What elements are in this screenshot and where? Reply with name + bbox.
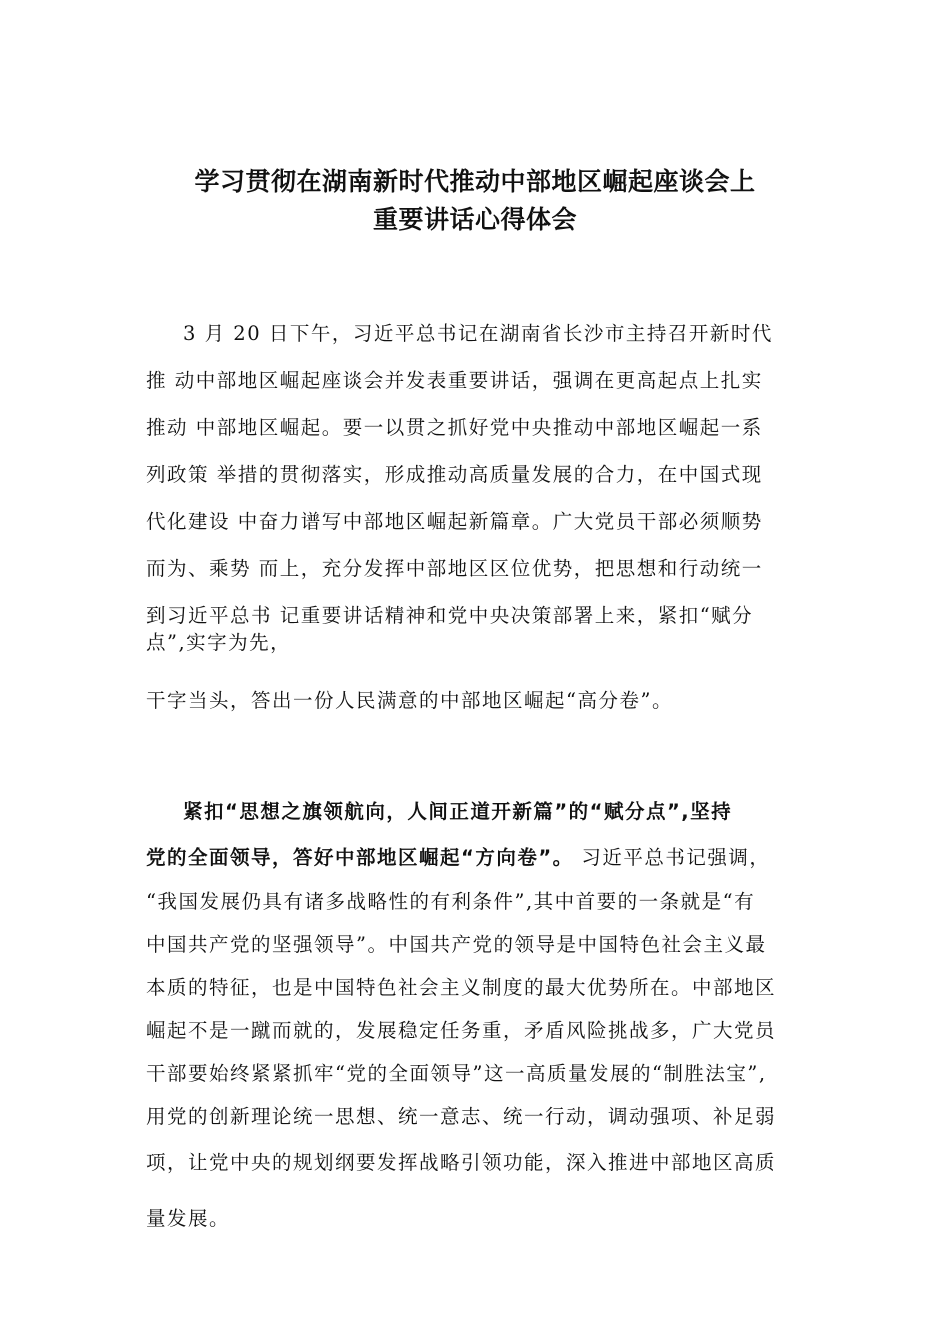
section-1-heading: 紧扣“思想之旗领航向，人间正道开新篇”的“赋分点”,坚持 bbox=[183, 800, 733, 823]
section-1-body-line: 中国共产党的坚强领导”。中国共产党的领导是中国特色社会主义最 bbox=[146, 933, 767, 956]
document-title-line-1: 学习贯彻在湖南新时代推动中部地区崛起座谈会上 bbox=[194, 167, 756, 196]
section-1-body-line: 本质的特征，也是中国特色社会主义制度的最大优势所在。中部地区 bbox=[146, 976, 777, 999]
paragraph-1-line: 而为、乘势 而上，充分发挥中部地区区位优势，把思想和行动统一 bbox=[146, 557, 763, 580]
paragraph-1-line: 推 动中部地区崛起座谈会并发表重要讲话，强调在更高起点上扎实 bbox=[146, 369, 763, 392]
paragraph-1-line: 3 月 20 日下午，习近平总书记在湖南省长沙市主持召开新时代 bbox=[183, 322, 773, 345]
section-1-body-line: 崛起不是一蹴而就的，发展稳定任务重，矛盾风险挑战多，广大党员 bbox=[146, 1019, 777, 1042]
section-1-body-line: 项，让党中央的规划纲要发挥战略引领功能，深入推进中部地区高质 bbox=[146, 1151, 777, 1174]
section-1-body-line: “我国发展仍具有诸多战略性的有利条件”,其中首要的一条就是“有 bbox=[146, 890, 756, 913]
section-1-body-start: 习近平总书记强调， bbox=[573, 846, 771, 869]
paragraph-1-line: 代化建设 中奋力谱写中部地区崛起新篇章。广大党员干部必须顺势 bbox=[146, 510, 763, 533]
section-1-heading-bold: 党的全面领导，答好中部地区崛起“方向卷”。 bbox=[146, 846, 574, 869]
section-1-body-line: 干部要始终紧紧抓牢“党的全面领导”这一高质量发展的“制胜法宝”, bbox=[146, 1062, 767, 1085]
paragraph-1-line: 推动 中部地区崛起。要一以贯之抓好党中央推动中部地区崛起一系 bbox=[146, 416, 763, 439]
section-1-body-line: 用党的创新理论统一思想、统一意志、统一行动，调动强项、补足弱 bbox=[146, 1105, 777, 1128]
paragraph-1-line: 点”,实字为先， bbox=[146, 631, 292, 654]
paragraph-1-line: 到习近平总书 记重要讲话精神和党中央决策部署上来，紧扣“赋分 bbox=[146, 604, 754, 627]
section-1-heading-line-2 bbox=[146, 846, 770, 870]
paragraph-1-line: 列政策 举措的贯彻落实，形成推动高质量发展的合力，在中国式现 bbox=[146, 463, 763, 486]
section-1-body-line: 量发展。 bbox=[146, 1207, 231, 1230]
document-title-line-2: 重要讲话心得体会 bbox=[372, 205, 577, 234]
paragraph-2-line: 干字当头，答出一份人民满意的中部地区崛起“高分卷”。 bbox=[146, 689, 673, 712]
